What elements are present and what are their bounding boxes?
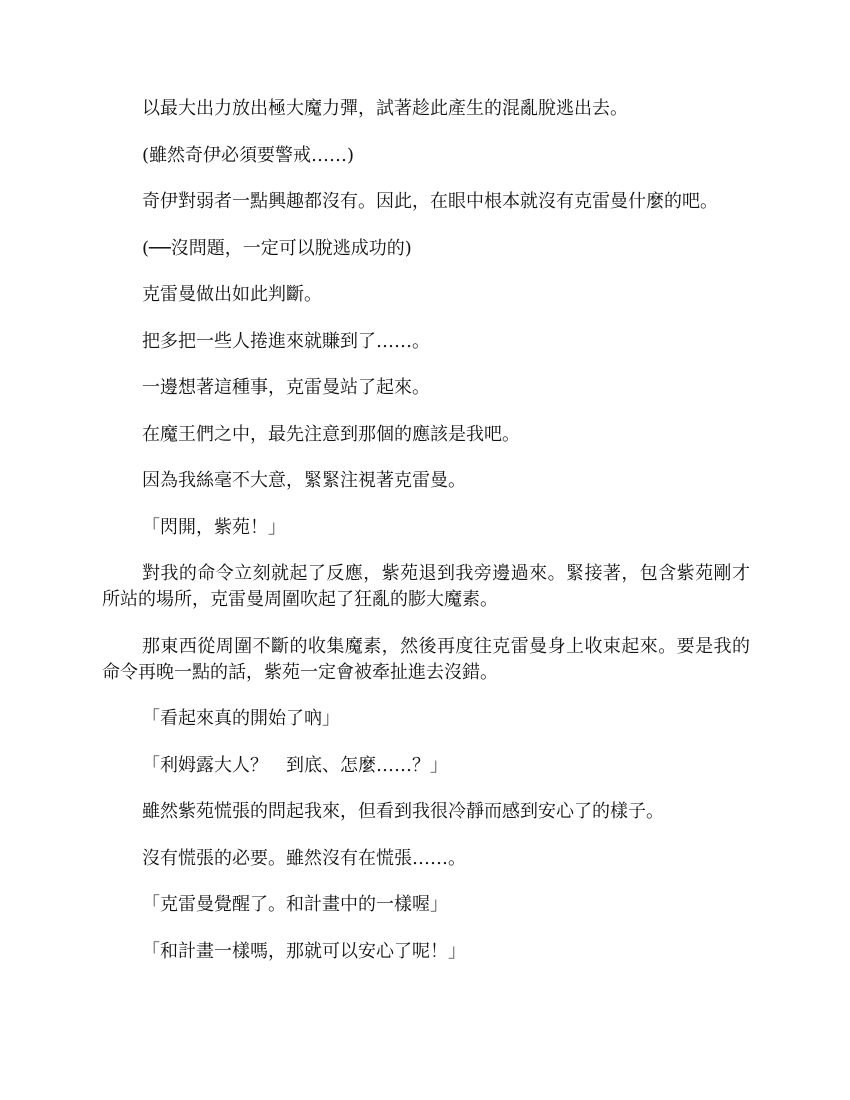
paragraph: 雖然紫苑慌張的問起我來，但看到我很冷靜而感到安心了的樣子。 <box>142 801 664 822</box>
paragraph: (雖然奇伊必須要警戒……) <box>142 144 355 166</box>
paragraph: 沒有慌張的必要。雖然沒有在慌張……。 <box>142 847 466 869</box>
paragraph: 把多把一些人捲進來就賺到了……。 <box>142 330 430 352</box>
body-text <box>102 96 750 985</box>
paragraph: 「利姆露大人？ 到底、怎麼……？」 <box>142 754 448 776</box>
paragraph: 因為我絲毫不大意，緊緊注視著克雷曼。 <box>142 470 466 491</box>
paragraph: 「閃開，紫苑！」 <box>142 516 286 538</box>
paragraph: 在魔王們之中，最先注意到那個的應該是我吧。 <box>142 423 520 445</box>
paragraph: 對我的命令立刻就起了反應，紫苑退到我旁邊過來。緊接著，包含紫苑剛才所站的場所，克雷曼周圍吹起了狂亂的膨大魔素。 <box>102 563 750 610</box>
paragraph: 「克雷曼覺醒了。和計畫中的一樣喔」 <box>142 894 448 915</box>
paragraph: (──沒問題，一定可以脫逃成功的) <box>142 237 412 259</box>
paragraph: 「看起來真的開始了吶」 <box>142 708 340 729</box>
paragraph: 以最大出力放出極大魔力彈，試著趁此產生的混亂脫逃出去。 <box>142 98 628 119</box>
paragraph: 奇伊對弱者一點興趣都沒有。因此，在眼中根本就沒有克雷曼什麼的吧。 <box>142 191 718 212</box>
paragraph: 「和計畫一樣嗎，那就可以安心了呢！」 <box>142 940 466 962</box>
paragraph: 那東西從周圍不斷的收集魔素，然後再度往克雷曼身上收束起來。要是我的命令再晚一點的話，紫苑一定會被牽扯進去沒錯。 <box>102 635 750 683</box>
paragraph: 克雷曼做出如此判斷。 <box>142 284 322 305</box>
paragraph: 一邊想著這種事，克雷曼站了起來。 <box>142 377 430 398</box>
